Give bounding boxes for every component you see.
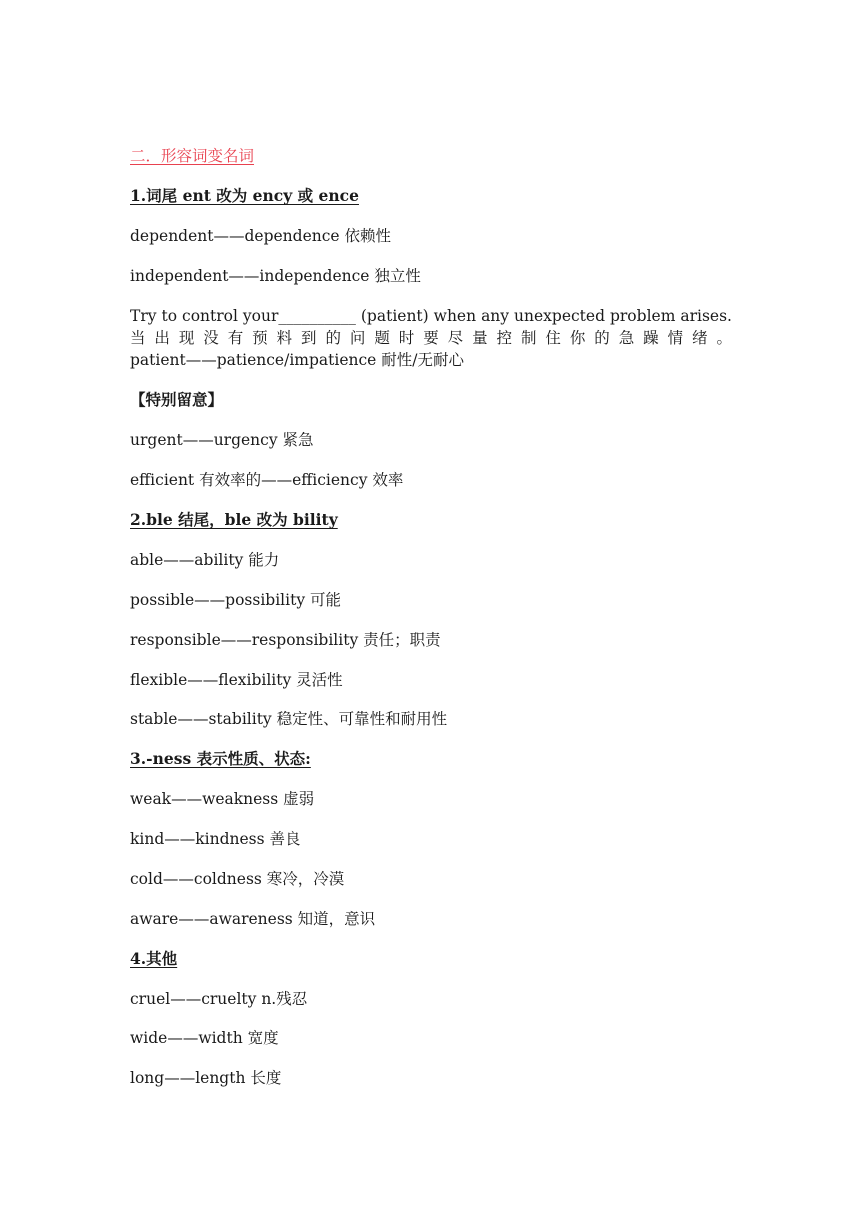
list-item: aware——awareness 知道，意识 <box>130 910 376 928</box>
list-item: dependent——dependence 依赖性 <box>130 227 392 245</box>
list-item: cruel——cruelty n.残忍 <box>130 990 308 1008</box>
list-item: stable——stability 稳定性、可靠性和耐用性 <box>130 710 448 728</box>
list-item: urgent——urgency 紧急 <box>130 431 314 449</box>
group-1-heading: 1.词尾 ent 改为 ency 或 ence <box>130 186 359 205</box>
section-title: 二．形容词变名词 <box>130 147 255 165</box>
example-sentence: Try to control your__________ (patient) when any unexpected problem arises. 当出现没有预料到的问题时要尽量控制住你的急躁情绪。 <box>130 307 732 347</box>
group-3-heading: 3.-ness 表示性质、状态: <box>130 749 311 768</box>
list-item: wide——width 宽度 <box>130 1029 279 1047</box>
list-item: responsible——responsibility 责任；职责 <box>130 631 441 649</box>
group-4-heading: 4.其他 <box>130 949 178 968</box>
list-item: kind——kindness 善良 <box>130 830 301 848</box>
list-item: weak——weakness 虚弱 <box>130 790 315 808</box>
example-paragraph <box>130 305 732 371</box>
list-item: independent——independence 独立性 <box>130 267 421 285</box>
special-note-label: 【特别留意】 <box>130 390 224 409</box>
list-item: efficient 有效率的——efficiency 效率 <box>130 471 404 489</box>
list-item: long——length 长度 <box>130 1069 282 1087</box>
group-2-heading: 2.ble 结尾，ble 改为 bility <box>130 510 338 529</box>
example-word-pair: patient——patience/impatience 耐性/无耐心 <box>130 351 464 369</box>
list-item: able——ability 能力 <box>130 551 280 569</box>
list-item: flexible——flexibility 灵活性 <box>130 671 343 689</box>
list-item: possible——possibility 可能 <box>130 591 341 609</box>
list-item: cold——coldness 寒冷，冷漠 <box>130 870 345 888</box>
